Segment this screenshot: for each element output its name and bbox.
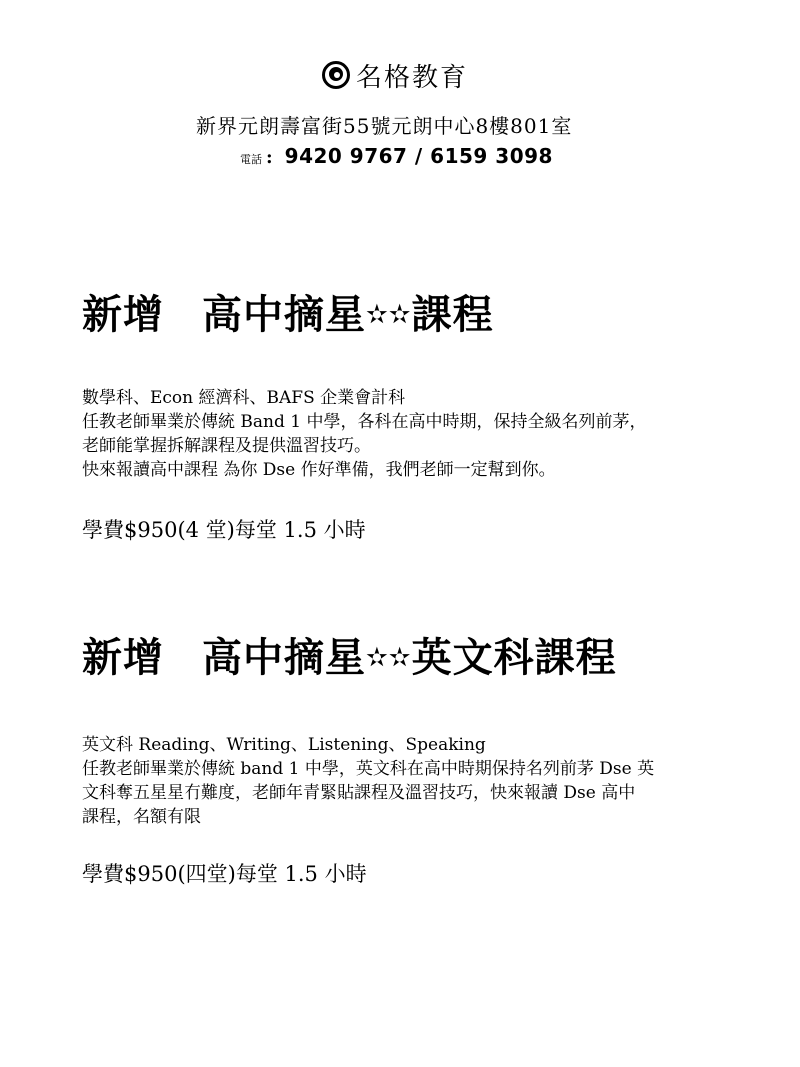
section-2-heading bbox=[82, 626, 617, 683]
section-1-body bbox=[82, 386, 722, 482]
section-2-body bbox=[82, 733, 722, 829]
body-line: 文科奪五星星冇難度，老師年青緊貼課程及溫習技巧，快來報讀 Dse 高中 bbox=[82, 783, 636, 803]
heading-prefix: 新增 bbox=[82, 635, 164, 681]
heading-main: 高中摘星 bbox=[202, 292, 366, 338]
brand-logo-icon bbox=[322, 61, 350, 89]
brand-name: 名格教育 bbox=[356, 62, 469, 93]
star-icon: ✫ bbox=[388, 300, 412, 330]
body-line: 英文科 Reading、Writing、Listening、Speaking bbox=[82, 735, 486, 755]
section-1-fee: 學費$950(4 堂)每堂 1.5 小時 bbox=[82, 518, 366, 542]
star-icon: ✫ bbox=[366, 300, 389, 330]
heading-suffix: 英文科課程 bbox=[411, 635, 617, 681]
star-icon: ✫ bbox=[388, 643, 412, 673]
section-2-fee: 學費$950(四堂)每堂 1.5 小時 bbox=[82, 862, 367, 886]
heading-suffix: 課程 bbox=[411, 292, 494, 338]
body-line: 任教老師畢業於傳統 band 1 中學，英文科在高中時期保持名列前茅 Dse 英 bbox=[82, 759, 655, 779]
body-line: 任教老師畢業於傳統 Band 1 中學，各科在高中時期，保持全級名列前茅， bbox=[82, 412, 647, 432]
body-line: 快來報讀高中課程 為你 Dse 作好準備，我們老師一定幫到你。 bbox=[82, 460, 556, 480]
brand bbox=[322, 58, 468, 92]
body-line: 數學科、Econ 經濟科、BAFS 企業會計科 bbox=[82, 388, 406, 408]
body-line: 老師能掌握拆解課程及提供溫習技巧。 bbox=[82, 436, 371, 456]
heading-prefix: 新增 bbox=[82, 292, 164, 338]
heading-main: 高中摘星 bbox=[202, 635, 366, 681]
address: 新界元朗壽富街55號元朗中心8樓801室 bbox=[196, 114, 573, 138]
section-1-heading bbox=[82, 283, 494, 340]
body-line: 課程，名額有限 bbox=[82, 807, 201, 827]
star-icon: ✫ bbox=[366, 643, 389, 673]
phone-numbers: 9420 9767 / 6159 3098 bbox=[284, 144, 553, 168]
phone-row bbox=[240, 144, 553, 168]
phone-colon: : bbox=[266, 147, 273, 168]
phone-label: 電話 bbox=[240, 153, 262, 166]
